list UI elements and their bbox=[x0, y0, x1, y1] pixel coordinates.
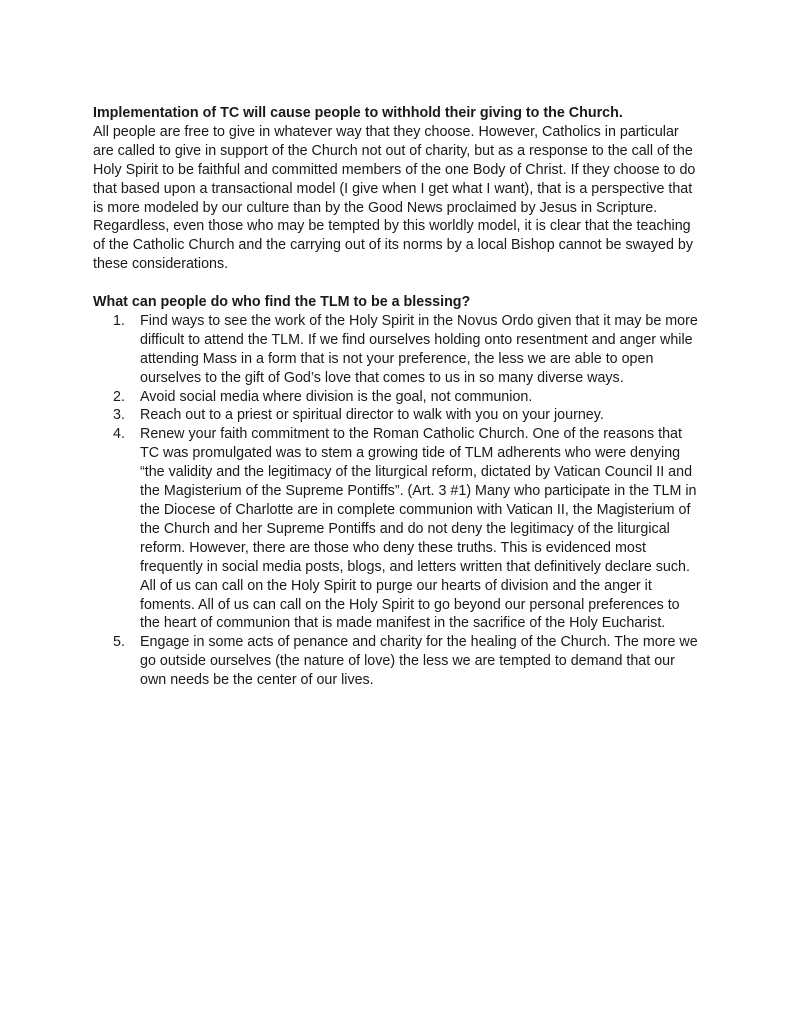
list-number-3: 3. bbox=[113, 407, 125, 424]
list-item-text-4: Renew your faith commitment to the Roman Catholic Church. One of the reasons that TC was promulgated was to stem a growing tide of TLM adherents who were denying “the validity and the legitimacy of the liturgical reform, dictated by Vatican Council II and the Magisterium of the Supreme Pontiffs”. (Art. 3 #1) Many who participate in the TLM in the Diocese of Charlotte are in complete communion with Vatican II, the Magisterium of the Church and her Supreme Pontiffs and do not deny the legitimacy of the liturgical reform. However, there are those who deny these truths. This is evidenced most frequently in social media posts, blogs, and letters written that definitively declare such. All of us can call on the Holy Spirit to purge our hearts of division and the anger it foments. All of us can call on the Holy Spirit to go beyond our personal preferences to the heart of communion that is made manifest in the sacrifice of the Holy Eucharist. bbox=[140, 426, 697, 632]
list-item-1 bbox=[93, 312, 698, 388]
list-number-5: 5. bbox=[113, 634, 125, 651]
list-item-2 bbox=[93, 388, 698, 407]
list-number-4: 4. bbox=[113, 426, 125, 443]
list-item-text-3: Reach out to a priest or spiritual director to walk with you on your journey. bbox=[140, 407, 604, 424]
list-item-text-2: Avoid social media where division is the goal, not communion. bbox=[140, 388, 533, 405]
document-content bbox=[93, 104, 698, 690]
list-number-2: 2. bbox=[113, 388, 125, 405]
list-number-1: 1. bbox=[113, 312, 125, 329]
list-item-3 bbox=[93, 406, 698, 425]
paragraph-giving: All people are free to give in whatever way that they choose. However, Catholics in particular are called to give in support of the Church not out of charity, but as a response to the call of the Holy Spirit to be faithful and committed members of the one Body of Christ. If they choose to do that based upon a transactional model (I give when I get what I want), that is a perspective that is more modeled by our culture than by the Good News proclaimed by Jesus in Scripture. Regardless, even those who may be tempted by this worldly model, it is clear that the teaching of the Catholic Church and the carrying out of its norms by a local Bishop cannot be swayed by these considerations. bbox=[93, 123, 696, 273]
section-heading-giving: Implementation of TC will cause people to withhold their giving to the Church. bbox=[93, 105, 623, 121]
list-item-5 bbox=[93, 633, 698, 690]
section-heading-tlm-blessing: What can people do who find the TLM to be a blessing? bbox=[93, 294, 471, 311]
list-item-text-5: Engage in some acts of penance and charity for the healing of the Church. The more we go outside ourselves (the nature of love) the less we are tempted to demand that our own needs be the center of our lives. bbox=[140, 634, 698, 689]
list-item-text-1: Find ways to see the work of the Holy Spirit in the Novus Ordo given that it may be more difficult to attend the TLM. If we find ourselves holding onto resentment and anger while attending Mass in a form that is not your preference, the less we are able to open ourselves to the gift of God’s love that comes to us in so many diverse ways. bbox=[140, 312, 698, 386]
numbered-list bbox=[93, 312, 698, 690]
list-item-4 bbox=[93, 425, 698, 633]
section-divider-space bbox=[93, 274, 698, 293]
